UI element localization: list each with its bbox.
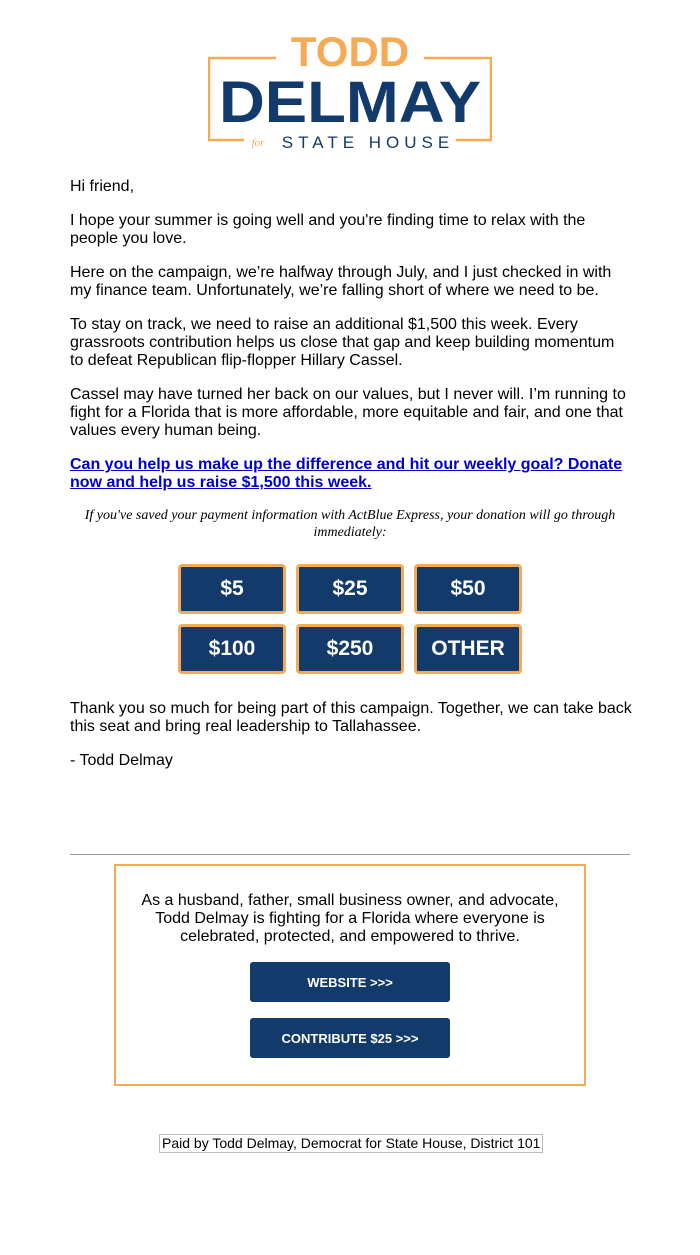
divider [70, 854, 630, 855]
paid-by-disclaimer: Paid by Todd Delmay, Democrat for State House, District 101 [159, 1134, 543, 1153]
signature [70, 752, 632, 770]
donate-50-button[interactable]: $50 [414, 564, 522, 614]
greeting [70, 178, 632, 196]
logo-office: STATE HOUSE [281, 133, 455, 152]
paragraph-1-text: I hope your summer is going well and you're finding time to relax with the people you love. [70, 212, 586, 247]
paragraph-3 [70, 316, 632, 370]
closing-text: Thank you so much for being part of this campaign. Together, we can take back this seat and bring real leadership to Tallahassee. [70, 700, 632, 735]
actblue-note: If you've saved your payment information with ActBlue Express, your donation will go through immediately: [84, 508, 616, 540]
donate-250-button[interactable]: $250 [296, 624, 404, 674]
paragraph-4 [70, 386, 632, 440]
donate-other-button[interactable]: OTHER [414, 624, 522, 674]
paragraph-2-text: Here on the campaign, we’re halfway through July, and I just checked in with my finance team. Unfortunately, we’re falling short of where we need to be. [70, 264, 612, 299]
paragraph-2 [70, 264, 632, 300]
donate-5-button[interactable]: $5 [178, 564, 286, 614]
cta-block [70, 456, 632, 492]
logo-last-name: DELMAY [219, 70, 481, 135]
paragraph-4-text: Cassel may have turned her back on our values, but I never will. I’m running to fight for a Florida that is more affordable, more equitable and fair, and one that values every human being. [70, 386, 626, 439]
signature-text: - Todd Delmay [70, 752, 173, 769]
logo-graphic [208, 30, 492, 152]
logo-first-name: TODD [290, 30, 410, 75]
donate-25-button[interactable]: $25 [296, 564, 404, 614]
contribute-button[interactable]: CONTRIBUTE $25 >>> [250, 1018, 450, 1058]
website-button[interactable]: WEBSITE >>> [250, 962, 450, 1002]
greeting-text: Hi friend, [70, 178, 135, 195]
logo-for: for [251, 137, 265, 149]
paragraph-1 [70, 212, 632, 248]
footer-bio: As a husband, father, small business owner, and advocate, Todd Delmay is fighting for a Florida where everyone is celebrated, protected, and empowered to thrive. [141, 892, 559, 945]
footer-box [114, 864, 586, 1086]
paragraph-3-text: To stay on track, we need to raise an additional $1,500 this week. Every grassroots contribution helps us close that gap and keep building momentum to defeat Republican flip-flopper Hillary Cassel. [70, 316, 615, 369]
campaign-logo [208, 30, 492, 152]
donate-cta-link[interactable]: Can you help us make up the difference and hit our weekly goal? Donate now and help us raise $1,500 this week. [70, 456, 623, 491]
closing [70, 700, 632, 736]
donate-100-button[interactable]: $100 [178, 624, 286, 674]
